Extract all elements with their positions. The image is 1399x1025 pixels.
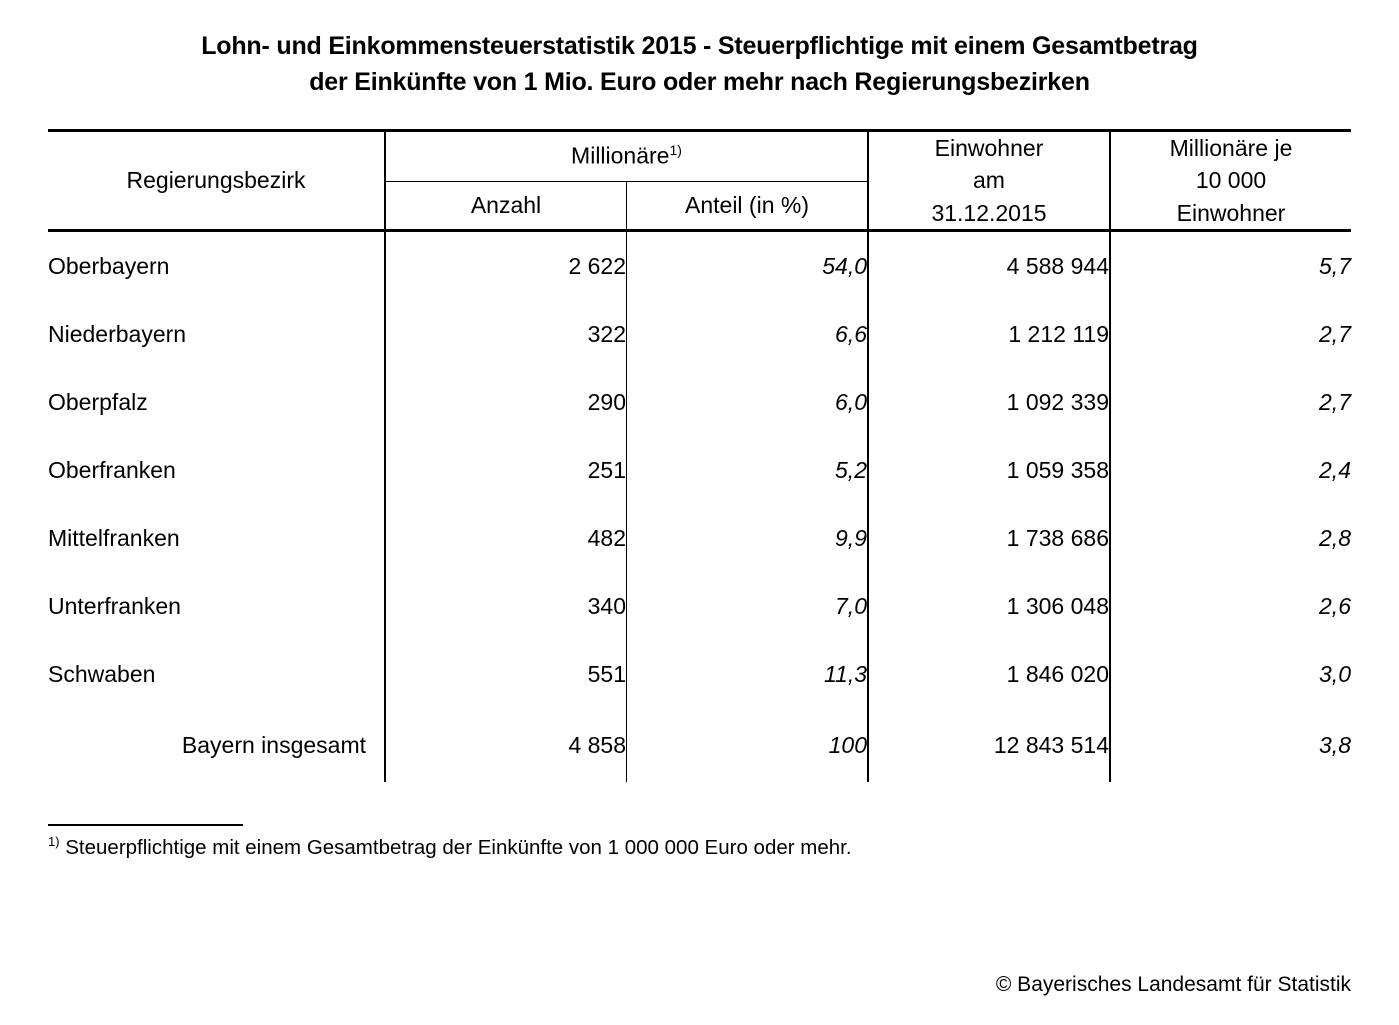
cell-region: Mittelfranken xyxy=(48,504,385,572)
column-header-ratio-line-2: 10 000 xyxy=(1195,167,1267,194)
cell-region: Oberbayern xyxy=(48,231,385,301)
footnote-text: Steuerpflichtige mit einem Gesamtbetrag der Einkünfte von 1 000 000 Euro oder mehr. xyxy=(59,836,852,860)
cell-anzahl: 290 xyxy=(385,368,627,436)
cell-region: Niederbayern xyxy=(48,300,385,368)
cell-ratio: 2,4 xyxy=(1319,456,1351,483)
column-header-millionaere-je-10000 xyxy=(1110,130,1351,229)
cell-einwohner: 1 846 020 xyxy=(868,640,1110,708)
cell-einwohner: 4 588 944 xyxy=(868,231,1110,301)
cell-einwohner: 1 092 339 xyxy=(868,368,1110,436)
cell-einwohner: 1 059 358 xyxy=(868,436,1110,504)
table-row xyxy=(48,504,1351,572)
table-row xyxy=(48,231,1351,301)
cell-ratio: 5,7 xyxy=(1319,252,1351,279)
cell-anzahl: 340 xyxy=(385,572,627,640)
cell-anteil: 9,9 xyxy=(627,504,869,572)
cell-einwohner: 1 738 686 xyxy=(868,504,1110,572)
cell-ratio: 2,6 xyxy=(1319,592,1351,619)
cell-ratio: 2,7 xyxy=(1319,388,1351,415)
cell-anzahl: 251 xyxy=(385,436,627,504)
cell-anteil: 7,0 xyxy=(627,572,869,640)
column-header-anteil: Anteil (in %) xyxy=(627,182,869,230)
cell-einwohner: 1 212 119 xyxy=(868,300,1110,368)
copyright-notice: © Bayerisches Landesamt für Statistik xyxy=(995,973,1351,996)
page-title xyxy=(0,0,1399,101)
cell-region: Schwaben xyxy=(48,640,385,708)
table-total-row xyxy=(48,708,1351,782)
table-row xyxy=(48,368,1351,436)
cell-region: Oberpfalz xyxy=(48,368,385,436)
statistics-table xyxy=(48,129,1351,783)
cell-anteil: 54,0 xyxy=(627,231,869,301)
cell-anteil: 6,6 xyxy=(627,300,869,368)
column-header-ratio-line-3: Einwohner xyxy=(1176,199,1286,226)
cell-anzahl: 2 622 xyxy=(385,231,627,301)
cell-anzahl: 482 xyxy=(385,504,627,572)
table-row xyxy=(48,640,1351,708)
cell-total-anteil: 100 xyxy=(627,708,869,782)
cell-ratio: 2,8 xyxy=(1319,524,1351,551)
cell-anzahl: 551 xyxy=(385,640,627,708)
cell-ratio: 2,7 xyxy=(1319,320,1351,347)
footnote-marker-header: 1) xyxy=(669,142,682,159)
cell-region: Oberfranken xyxy=(48,436,385,504)
cell-anteil: 6,0 xyxy=(627,368,869,436)
footnote xyxy=(48,834,1399,860)
table-body xyxy=(48,231,1351,783)
table-row xyxy=(48,300,1351,368)
table-header xyxy=(48,130,1351,231)
cell-anzahl: 322 xyxy=(385,300,627,368)
table-row xyxy=(48,436,1351,504)
column-header-ratio-line-1: Millionäre je xyxy=(1169,134,1293,161)
cell-einwohner: 1 306 048 xyxy=(868,572,1110,640)
cell-total-ratio: 3,8 xyxy=(1319,731,1351,758)
column-header-einwohner-line-1: Einwohner xyxy=(934,134,1044,161)
column-header-millionaere xyxy=(385,130,868,182)
column-header-regierungsbezirk: Regierungsbezirk xyxy=(48,130,385,229)
cell-anteil: 11,3 xyxy=(627,640,869,708)
cell-total-einwohner: 12 843 514 xyxy=(868,708,1110,782)
column-header-einwohner xyxy=(868,130,1110,229)
cell-region: Unterfranken xyxy=(48,572,385,640)
title-line-2: der Einkünfte von 1 Mio. Euro oder mehr nach Regierungsbezirken xyxy=(309,68,1090,97)
cell-ratio: 3,0 xyxy=(1319,660,1351,687)
statistics-table-container xyxy=(48,129,1351,783)
cell-total-region: Bayern insgesamt xyxy=(48,708,385,782)
footnote-marker: 1) xyxy=(48,834,60,850)
table-row xyxy=(48,572,1351,640)
cell-total-anzahl: 4 858 xyxy=(385,708,627,782)
column-header-einwohner-line-3: 31.12.2015 xyxy=(931,199,1047,226)
cell-anteil: 5,2 xyxy=(627,436,869,504)
header-row-1 xyxy=(48,130,1351,182)
column-header-millionaere-label: Millionäre xyxy=(571,143,670,170)
footnote-divider xyxy=(48,824,243,826)
column-header-einwohner-line-2: am xyxy=(973,167,1005,194)
title-line-1: Lohn- und Einkommensteuerstatistik 2015 - Steuerpflichtige mit einem Gesamtbetrag xyxy=(201,32,1198,60)
column-header-anzahl: Anzahl xyxy=(385,182,627,230)
